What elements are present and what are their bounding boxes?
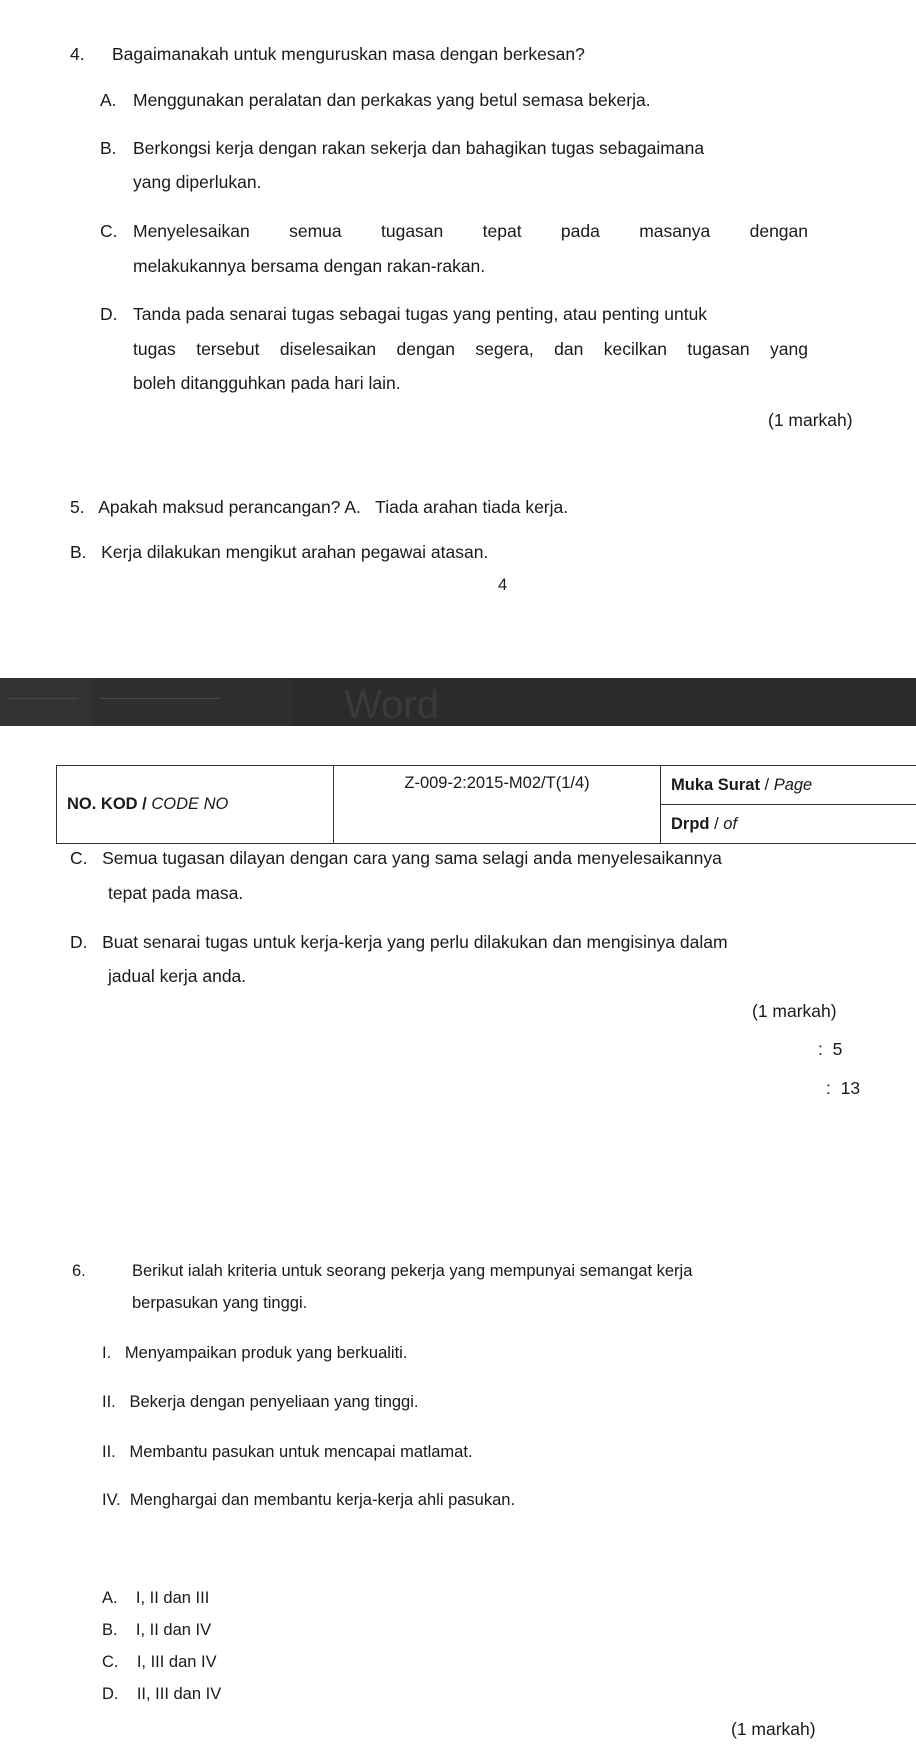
q4-option-d-letter: D. [100, 304, 118, 324]
q4-option-a-text: Menggunakan peralatan dan perkakas yang betul semasa bekerja. [133, 90, 651, 110]
q4-option-a-letter: A. [100, 90, 117, 110]
q6-number: 6. [72, 1262, 86, 1280]
q4-marks: (1 markah) [768, 410, 853, 430]
q4-option-d-line1: Tanda pada senarai tugas sebagai tugas yang penting, atau penting untuk [133, 304, 708, 324]
page-label-sep: / [759, 775, 774, 794]
q5-marks: (1 markah) [752, 1001, 837, 1021]
q6-statement: IV. Menghargai dan membantu kerja-kerja ahli pasukan. [102, 1491, 516, 1509]
code-value: Z-009-2:2015-M02/T(1/4) [404, 774, 590, 792]
of-value: : 13 [826, 1078, 861, 1098]
q6-line1: Berikut ialah kriteria untuk seorang pekerja yang mempunyai semangat kerja [132, 1262, 693, 1280]
of-label-italic: of [723, 814, 738, 833]
q4-option-d-line3: boleh ditangguhkan pada hari lain. [133, 373, 401, 393]
code-value-cell [334, 766, 661, 844]
of-label-bold: Drpd [671, 814, 710, 833]
q6-option: B. I, II dan IV [102, 1621, 212, 1639]
page-label-cell [661, 766, 916, 805]
q6-option: D. II, III dan IV [102, 1685, 222, 1703]
q5-option-d-line1: D. Buat senarai tugas untuk kerja-kerja yang perlu dilakukan dan mengisinya dalam [70, 932, 728, 952]
code-label-bold: NO. KOD / [67, 795, 152, 813]
q4-option-c-line2: melakukannya bersama dengan rakan-rakan. [133, 256, 486, 276]
q6-statement: I. Menyampaikan produk yang berkualiti. [102, 1344, 408, 1362]
q4-option-b-line2: yang diperlukan. [133, 172, 262, 192]
toolbar-line [100, 698, 220, 699]
code-label-italic: CODE NO [151, 795, 229, 813]
q4-option-c-line1: Menyelesaikan semua tugasan tepat pada masanya dengan [133, 221, 808, 241]
q4-number: 4. [70, 44, 85, 64]
q6-option: A. I, II dan III [102, 1589, 210, 1607]
page-label-italic: Page [773, 775, 813, 794]
q5-option-c-line1: C. Semua tugasan dilayan dengan cara yang sama selagi anda menyelesaikannya [70, 848, 722, 868]
toolbar-line [8, 698, 78, 699]
q5-option-c-line2: tepat pada masa. [108, 883, 244, 903]
page-number: 4 [498, 576, 508, 594]
of-label-sep: / [709, 814, 724, 833]
toolbar-segment [92, 678, 292, 726]
word-toolbar-strip [0, 678, 916, 726]
q4-option-b-letter: B. [100, 138, 117, 158]
q5-question: 5. Apakah maksud perancangan? A. Tiada arahan tiada kerja. [70, 497, 569, 517]
q4-option-b-line1: Berkongsi kerja dengan rakan sekerja dan bahagikan tugas sebagaimana [133, 138, 705, 158]
q4-option-c-letter: C. [100, 221, 118, 241]
toolbar-segment [0, 678, 92, 726]
q5-option-d-line2: jadual kerja anda. [108, 966, 247, 986]
toolbar-word-label: Word [344, 683, 439, 726]
q6-marks: (1 markah) [731, 1719, 816, 1739]
q6-line2: berpasukan yang tinggi. [132, 1294, 308, 1312]
q6-statement: II. Bekerja dengan penyeliaan yang tinggi. [102, 1393, 419, 1411]
q5-option-b: B. Kerja dilakukan mengikut arahan pegawai atasan. [70, 542, 489, 562]
code-label-cell [57, 766, 334, 844]
q6-option: C. I, III dan IV [102, 1653, 217, 1671]
document-header-table [56, 765, 916, 844]
q6-statement: II. Membantu pasukan untuk mencapai matlamat. [102, 1443, 473, 1461]
q4-option-d-line2: tugas tersebut diselesaikan dengan segera, dan kecilkan tugasan yang [133, 339, 808, 359]
q4-question: Bagaimanakah untuk menguruskan masa dengan berkesan? [112, 44, 585, 64]
page-label-bold: Muka Surat [671, 775, 760, 794]
of-label-cell [661, 805, 916, 844]
page-value: : 5 [818, 1039, 843, 1059]
